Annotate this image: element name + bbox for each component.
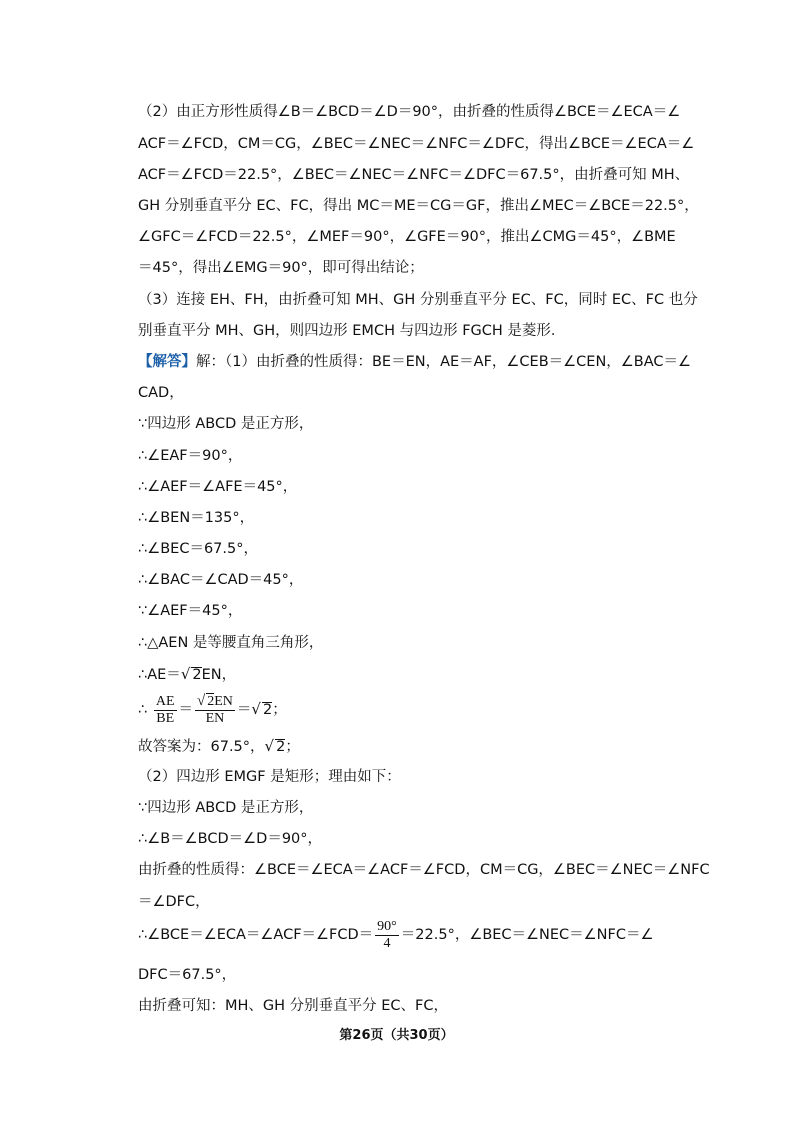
text-line: （3）连接 EH、FH，由折叠可知 MH、GH 分别垂直平分 EC、FC，同时 EC、FC 也分 — [138, 292, 698, 308]
text-segment: ； — [272, 702, 287, 718]
text-line: ∴△AEN 是等腰直角三角形， — [138, 635, 324, 651]
page-footer: 第26页（共30页） — [339, 1028, 454, 1043]
text-line: GH 分别垂直平分 EC、FC，得出 MC＝ME＝CG＝GF，推出∠MEC＝∠BCE＝22.5°， — [138, 198, 699, 214]
text-segment: EN — [214, 694, 233, 709]
text-line: （2）由正方形性质得∠B＝∠BCD＝∠D＝90°，由折叠的性质得∠BCE＝∠ECA＝∠ — [138, 104, 681, 120]
numerator: 90° — [377, 918, 397, 934]
answer-text: 解：（1）由折叠的性质得：BE＝EN，AE＝AF，∠CEB＝∠CEN，∠BAC＝∠ — [196, 354, 692, 370]
text-segment: ∴∠BCE＝∠ECA＝∠ACF＝∠FCD＝ — [138, 927, 374, 943]
denominator: EN — [205, 711, 225, 726]
text-line: ∴∠BAC＝∠CAD＝45°， — [138, 572, 304, 588]
fraction-line — [138, 918, 678, 952]
text-line: ACF＝∠FCD，CM＝CG，∠BEC＝∠NEC＝∠NFC＝∠DFC，得出∠BCE＝∠ECA＝∠ — [138, 136, 695, 152]
text-line: ACF＝∠FCD＝22.5°，∠BEC＝∠NEC＝∠NFC＝∠DFC＝67.5°，由折叠可知 MH、 — [138, 167, 690, 183]
text-line: 由折叠可知：MH、GH 分别垂直平分 EC、FC， — [138, 998, 449, 1014]
text-line: ∴∠BEC＝67.5°， — [138, 541, 258, 557]
denominator: 4 — [383, 935, 391, 951]
text-line: ∵四边形 ABCD 是正方形， — [138, 800, 314, 816]
radicand: 2 — [276, 739, 286, 755]
text-line: CAD， — [138, 385, 184, 401]
sqrt-sign: √ — [180, 665, 191, 683]
fraction — [375, 919, 399, 952]
text-segment: ∴AE＝ — [138, 667, 181, 683]
text-line: ∵∠AEF＝45°， — [138, 603, 243, 619]
text-segment: ； — [285, 739, 300, 755]
text-line: ＝∠DFC， — [138, 894, 210, 910]
text-segment: EN， — [201, 667, 237, 683]
text-line: ∠GFC＝∠FCD＝22.5°，∠MEF＝90°，∠GFE＝90°，推出∠CMG＝45°，∠BME — [138, 229, 676, 245]
sqrt-line — [138, 664, 678, 685]
denominator: BE — [156, 710, 175, 726]
radicand: 2 — [262, 702, 273, 718]
text-segment: 故答案为：67.5°， — [138, 739, 265, 755]
answer-tag: 【解答】 — [138, 354, 196, 370]
text-line: 别垂直平分 MH、GH，则四边形 EMCH 与四边形 FGCH 是菱形． — [138, 323, 566, 339]
fraction-line — [138, 692, 678, 727]
numerator: AE — [155, 693, 175, 709]
text-line: ∴∠B＝∠BCD＝∠D＝90°， — [138, 831, 323, 847]
sqrt-line — [138, 736, 678, 757]
radicand: 2 — [192, 667, 202, 683]
text-segment: ＝ — [236, 702, 252, 718]
text-segment: ∴ — [138, 702, 148, 718]
text-line: ∴∠EAF＝90°， — [138, 448, 243, 464]
sqrt-sign: √ — [251, 700, 261, 718]
fraction — [195, 693, 235, 727]
text-line: ∵四边形 ABCD 是正方形， — [138, 416, 314, 432]
sqrt-sign: √ — [197, 693, 206, 709]
text-line: DFC＝67.5°， — [138, 967, 237, 983]
text-line: ＝45°，得出∠EMG＝90°，即可得出结论； — [138, 260, 424, 276]
text-line: ∴∠AEF＝∠AFE＝45°， — [138, 479, 298, 495]
text-line: ∴∠BEN＝135°， — [138, 510, 255, 526]
text-line: （2）四边形 EMGF 是矩形；理由如下： — [138, 769, 401, 785]
sqrt-sign: √ — [264, 737, 275, 755]
text-line: 由折叠的性质得：∠BCE＝∠ECA＝∠ACF＝∠FCD，CM＝CG，∠BEC＝∠NEC＝∠NFC — [138, 862, 710, 878]
numerator — [195, 693, 235, 711]
text-segment: ＝22.5°，∠BEC＝∠NEC＝∠NFC＝∠ — [400, 927, 654, 943]
radicand: 2 — [207, 694, 215, 709]
fraction — [154, 694, 177, 727]
text-segment: ＝ — [178, 702, 194, 718]
answer-line — [138, 352, 692, 372]
